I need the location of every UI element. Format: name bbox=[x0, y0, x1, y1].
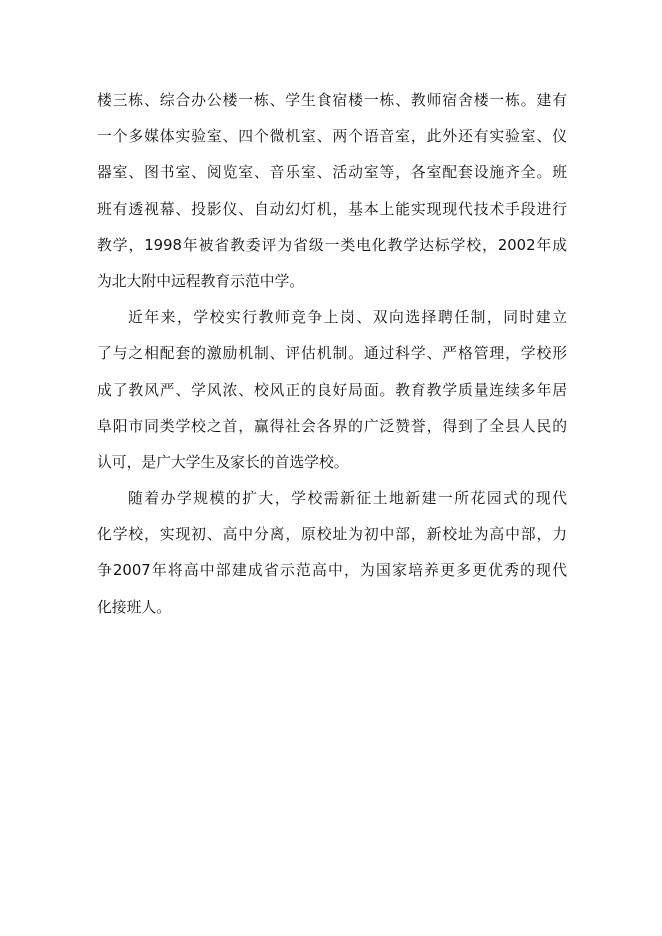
text-line: 一个多媒体实验室、四个微机室、两个语音室，此外还有实验室、仪 bbox=[97, 128, 567, 146]
text-line: 了与之相配套的激励机制、评估机制。通过科学、严格管理，学校形 bbox=[97, 345, 567, 363]
text-line: 为北大附中远程教育示范中学。 bbox=[97, 272, 305, 290]
text-line: 教学，1998年被省教委评为省级一类电化教学达标学校，2002年成 bbox=[97, 236, 567, 254]
text-line: 近年来，学校实行教师竞争上岗、双向选择聘任制，同时建立 bbox=[128, 309, 567, 327]
paragraph-3 bbox=[97, 481, 567, 626]
text-line: 随着办学规模的扩大，学校需新征土地新建一所花园式的现代 bbox=[128, 490, 567, 508]
text-line: 班有透视幕、投影仪、自动幻灯机，基本上能实现现代技术手段进行 bbox=[97, 200, 567, 218]
text-line: 化接班人。 bbox=[97, 598, 171, 616]
text-line: 阜阳市同类学校之首，赢得社会各界的广泛赞誉，得到了全县人民的 bbox=[97, 417, 567, 435]
paragraph-2 bbox=[97, 300, 567, 481]
text-line: 楼三栋、综合办公楼一栋、学生食宿楼一栋、教师宿舍楼一栋。建有 bbox=[97, 92, 567, 109]
text-line: 成了教风严、学风浓、校风正的良好局面。教育教学质量连续多年居 bbox=[97, 381, 567, 399]
text-line: 器室、图书室、阅览室、音乐室、活动室等，各室配套设施齐全。班 bbox=[97, 164, 567, 182]
document-body bbox=[97, 83, 567, 626]
paragraph-1 bbox=[97, 83, 567, 300]
text-line: 认可，是广大学生及家长的首选学校。 bbox=[97, 453, 349, 471]
text-line: 争2007年将高中部建成省示范高中，为国家培养更多更优秀的现代 bbox=[97, 562, 567, 580]
text-line: 化学校，实现初、高中分离，原校址为初中部，新校址为高中部，力 bbox=[97, 526, 567, 544]
